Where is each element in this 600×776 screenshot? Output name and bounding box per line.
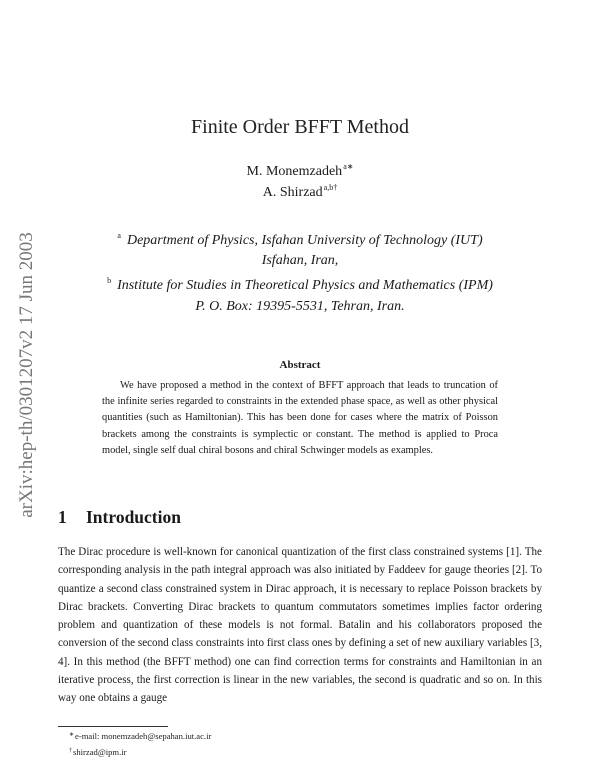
footnote-mark: ∗ (69, 732, 75, 738)
abstract-heading: Abstract (279, 359, 321, 371)
paper-title: Finite Order BFFT Method (191, 116, 409, 138)
author-2 (0, 183, 600, 201)
arxiv-identifier: arXiv:hep-th/0301207v2 17 Jun 2003 (16, 232, 37, 518)
author-name: M. Monemzadeh (246, 164, 343, 179)
affiliation-a (0, 231, 600, 249)
affiliation-b (0, 276, 600, 294)
footnote-rule (58, 726, 168, 727)
author-1 (0, 162, 600, 180)
affiliation-mark: a (117, 231, 121, 240)
affiliation-b-address: P. O. Box: 19395-5531, Tehran, Iran. (195, 299, 405, 314)
footnote-text: shirzad@ipm.ir (73, 747, 127, 757)
affiliation-a-location: Isfahan, Iran, (261, 253, 339, 268)
affiliation-mark: b (107, 276, 112, 285)
section-heading (58, 507, 181, 528)
author-marks: a∗ (343, 162, 354, 171)
affiliation-line: Department of Physics, Isfahan University of Technology (IUT) (126, 233, 483, 248)
section-body: The Dirac procedure is well-known for canonical quantization of the first class constrained systems [1]. The corresponding analysis in the path integral approach was also initiated by Faddeev for gauge theories [2]. To quantize a second class constrained system in Dirac approach, it is necessary to replace Poisson brackets by Dirac brackets. Converting Dirac brackets to quantum commutators sometimes implies factor ordering problem and quantization of these models is not formal. Batalin and his collaborators proposed the conversion of the second class constraints into first class ones by defining a set of new auxiliary variables [3, 4]. In this method (the BFFT method) one can find correction terms for constraints and Hamiltonian in an iterative process, the first correction is linear in the new variables, the second is quadratic and so on. In this way one obtains a gauge (58, 546, 542, 705)
footnote-text: e-mail: monemzadeh@sepahan.iut.ac.ir (75, 731, 212, 741)
affiliation-line: Institute for Studies in Theoretical Physics and Mathematics (IPM) (117, 278, 493, 293)
section-title: Introduction (86, 507, 181, 527)
author-marks: a,b† (323, 183, 338, 192)
footnote-2 (68, 747, 127, 757)
abstract-text: We have proposed a method in the context of BFFT approach that leads to truncation of the infinite series regarded to constraints in the extended phase space, as well as other physical quantities (such as Hamiltonian). This has been done for cases where the matrix of Poisson brackets among the constraints is symplectic or constant. The method is applied to Proca model, single self dual chiral bosons and chiral Schwinger models as examples. (102, 380, 498, 456)
footnote-mark: † (69, 748, 72, 754)
section-number: 1 (58, 507, 67, 527)
footnote-1 (68, 731, 211, 741)
author-name: A. Shirzad (262, 185, 323, 200)
